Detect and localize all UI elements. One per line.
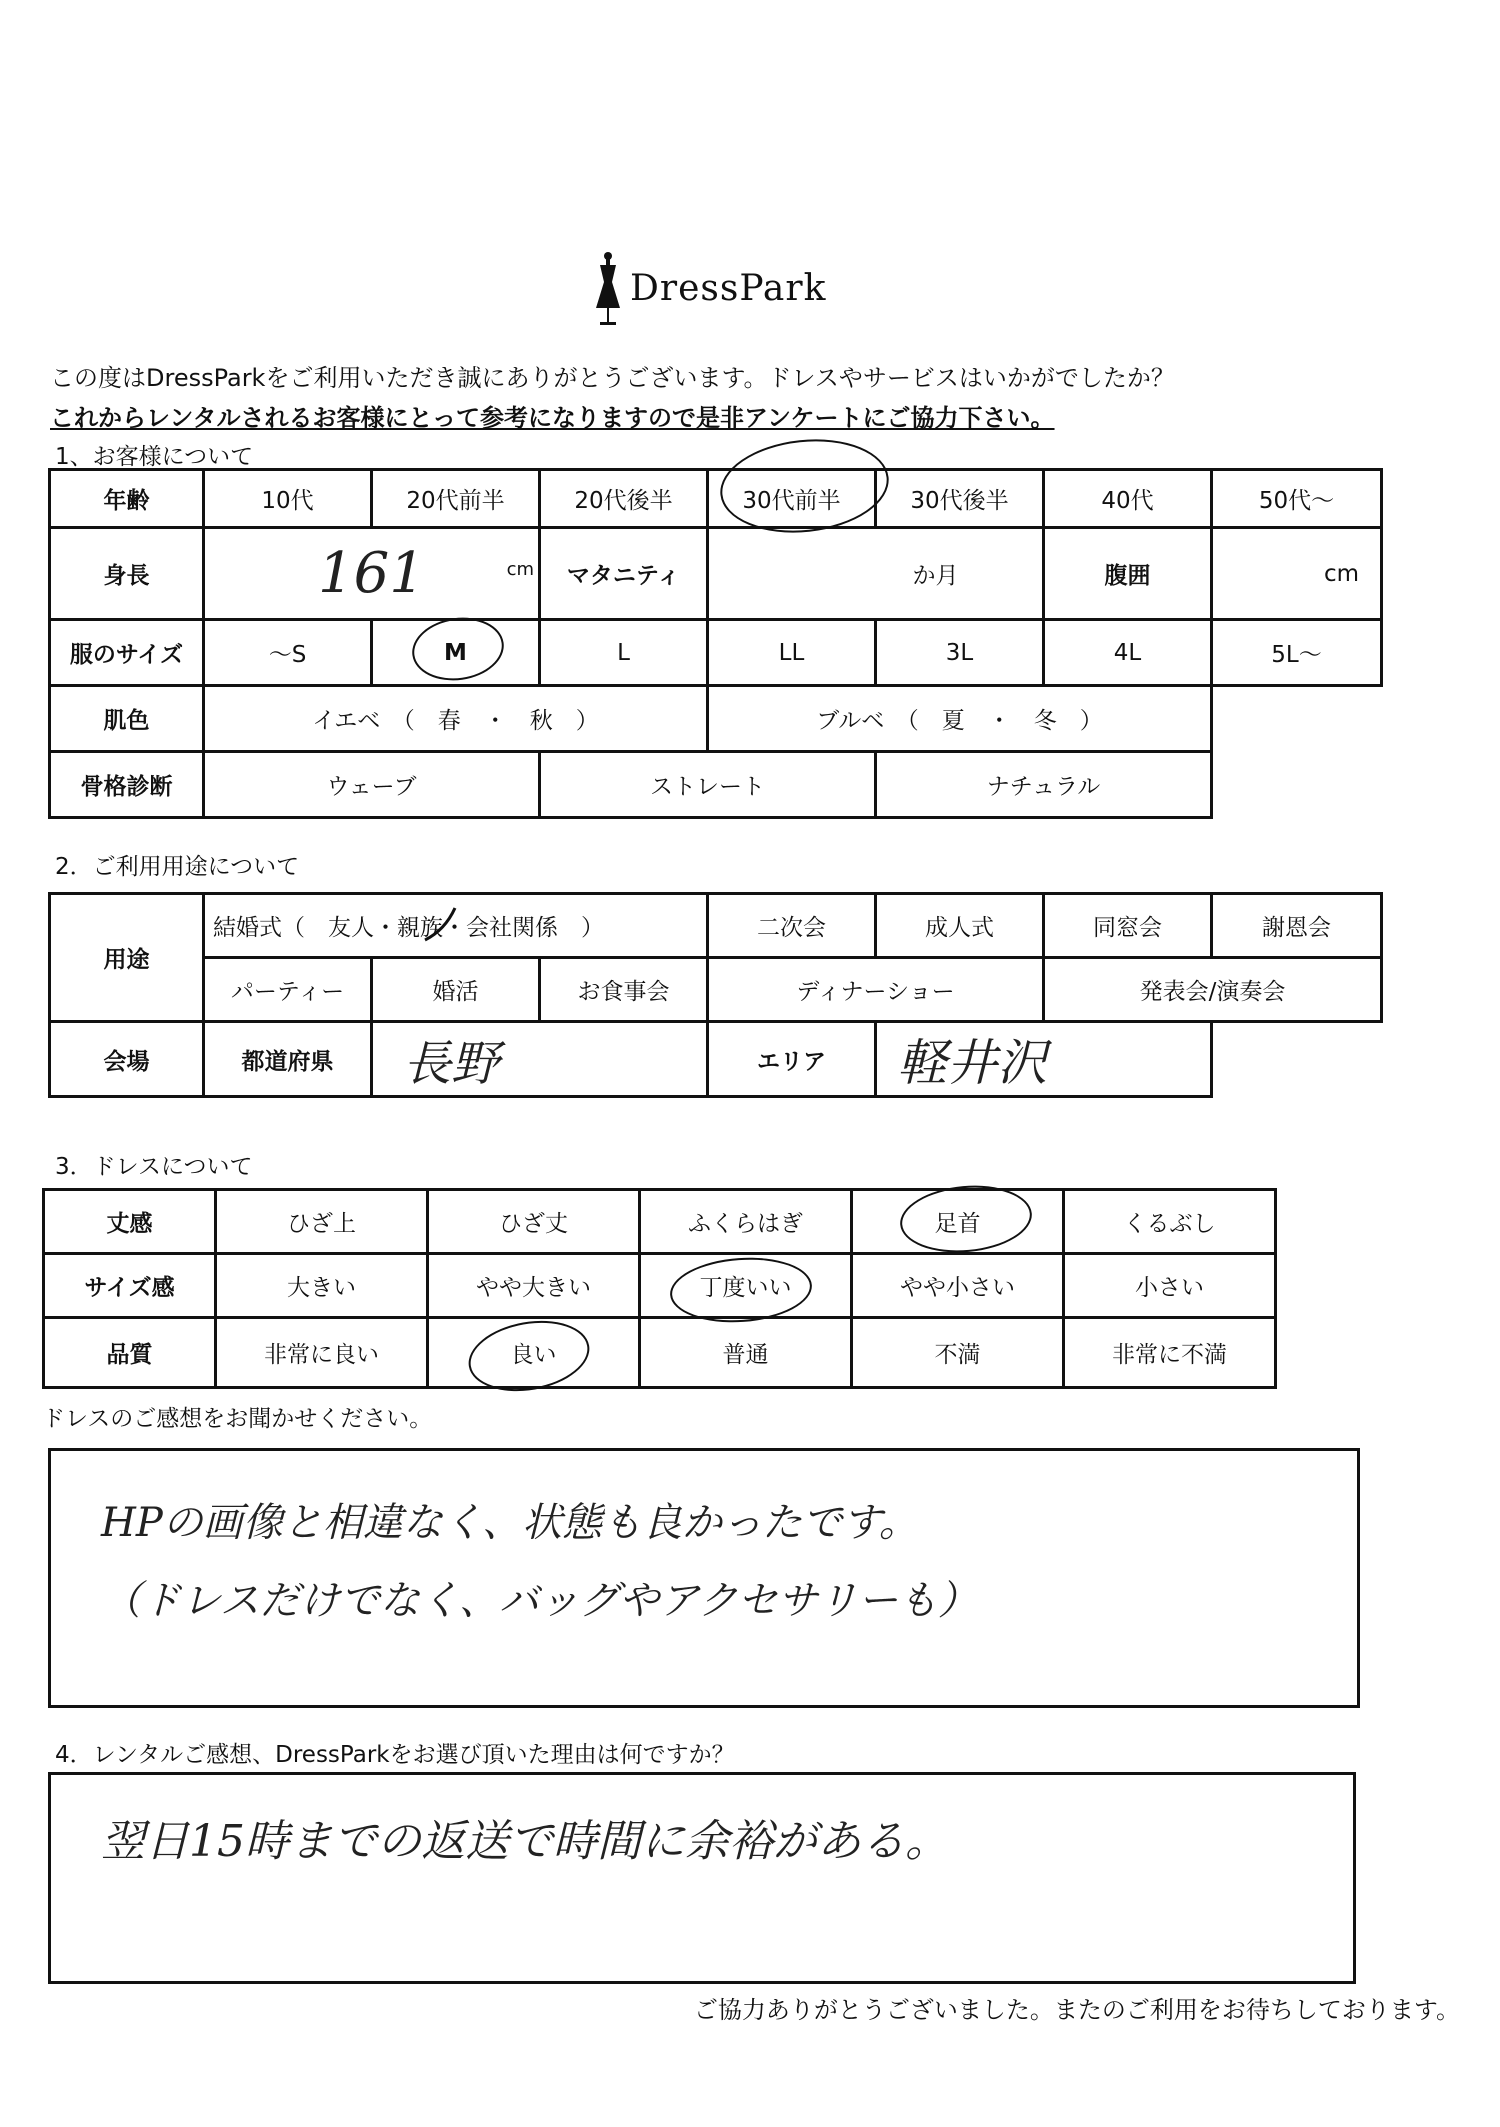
area-field [876, 1022, 1212, 1097]
quality-option: 不満 [852, 1318, 1064, 1388]
use-option: 同窓会 [1044, 894, 1212, 958]
age-option: 40代 [1044, 470, 1212, 528]
dress-comment-line-2: （ドレスだけでなく、バッグやアクセサリーも） [101, 1578, 978, 1624]
fit-option: やや大きい [428, 1254, 640, 1318]
dress-comment-line-1: HPの画像と相違なく、状態も良かったです。 [101, 1500, 919, 1546]
frame-option: ウェーブ [204, 752, 540, 818]
age-option: 10代 [204, 470, 372, 528]
fit-option-selected: 丁度いい [640, 1254, 852, 1318]
waist-label: 腹囲 [1044, 528, 1212, 620]
fit-option: 大きい [216, 1254, 428, 1318]
quality-option: 非常に良い [216, 1318, 428, 1388]
prefecture-field [372, 1022, 708, 1097]
fit-option: 小さい [1064, 1254, 1276, 1318]
skin-label: 肌色 [50, 686, 204, 752]
dress-comment-prompt: ドレスのご感想をお聞かせください。 [42, 1406, 433, 1432]
quality-option: 普通 [640, 1318, 852, 1388]
section-4-title: 4．レンタルご感想、DressParkをお選び頂いた理由は何ですか？ [55, 1742, 735, 1768]
maternity-label: マタニティ [540, 528, 708, 620]
age-option: 20代後半 [540, 470, 708, 528]
fit-label: サイズ感 [44, 1254, 216, 1318]
use-label: 用途 [50, 894, 204, 1022]
section-3-title: 3．ドレスについて [55, 1154, 253, 1180]
age-label: 年齢 [50, 470, 204, 528]
section-1-title: 1、お客様について [55, 444, 254, 470]
age-option: 30代後半 [876, 470, 1044, 528]
intro-line-1: この度はDressParkをご利用いただき誠にありがとうございます。ドレスやサービスはいかがでしたか？ [50, 364, 1175, 392]
brand-name: DressPark [630, 268, 827, 309]
height-label: 身長 [50, 528, 204, 620]
dress-comment-box [48, 1448, 1360, 1708]
length-option: ひざ丈 [428, 1190, 640, 1254]
selection-check-mark [420, 900, 480, 950]
size-label: 服のサイズ [50, 620, 204, 686]
length-option: ふくらはぎ [640, 1190, 852, 1254]
waist-field [1212, 528, 1382, 620]
dress-table [42, 1188, 1277, 1389]
height-field [204, 528, 540, 620]
area-value: 軽井沢 [897, 1034, 1047, 1092]
age-option: 50代〜 [1212, 470, 1382, 528]
brand-logo [590, 250, 890, 330]
size-option: 5L〜 [1212, 620, 1382, 686]
dress-mannequin-icon [590, 250, 626, 330]
skin-option-blue: ブルベ （ 夏 ・ 冬 ） [708, 686, 1212, 752]
use-option: 発表会/演奏会 [1044, 958, 1382, 1022]
height-unit: cm [506, 559, 534, 580]
size-option: LL [708, 620, 876, 686]
intro-line-2: これからレンタルされるお客様にとって参考になりますので是非アンケートにご協力下さい。 [50, 404, 1055, 432]
age-option: 20代前半 [372, 470, 540, 528]
frame-option: ナチュラル [876, 752, 1212, 818]
quality-label: 品質 [44, 1318, 216, 1388]
length-option-selected: 足首 [852, 1190, 1064, 1254]
prefecture-value: 長野 [403, 1035, 500, 1092]
use-wedding: 結婚式（ 友人・親族・会社関係 ） [204, 894, 708, 958]
use-option: 謝恩会 [1212, 894, 1382, 958]
use-option: 成人式 [876, 894, 1044, 958]
quality-option-selected: 良い [428, 1318, 640, 1388]
maternity-unit: か月 [912, 563, 959, 589]
usage-table [48, 892, 1383, 1098]
length-option: ひざ上 [216, 1190, 428, 1254]
reason-box [48, 1772, 1356, 1984]
use-option: ディナーショー [708, 958, 1044, 1022]
age-option-selected: 30代前半 [708, 470, 876, 528]
area-label: エリア [708, 1022, 876, 1097]
frame-option: ストレート [540, 752, 876, 818]
use-option: お食事会 [540, 958, 708, 1022]
reason-answer: 翌日15時までの返送で時間に余裕がある。 [101, 1816, 949, 1867]
length-option: くるぶし [1064, 1190, 1276, 1254]
section-2-title: 2．ご利用用途について [55, 854, 300, 880]
venue-label: 会場 [50, 1022, 204, 1097]
size-option: 4L [1044, 620, 1212, 686]
customer-table [48, 468, 1383, 819]
size-option-selected: M [372, 620, 540, 686]
use-option: 二次会 [708, 894, 876, 958]
footer-thanks: ご協力ありがとうございました。またのご利用をお待ちしております。 [693, 1996, 1460, 2024]
use-option: パーティー [204, 958, 372, 1022]
maternity-field [708, 528, 1044, 620]
length-label: 丈感 [44, 1190, 216, 1254]
frame-label: 骨格診断 [50, 752, 204, 818]
size-option: L [540, 620, 708, 686]
waist-unit: cm [1323, 560, 1360, 587]
fit-option: やや小さい [852, 1254, 1064, 1318]
skin-option-yellow: イエベ （ 春 ・ 秋 ） [204, 686, 708, 752]
quality-option: 非常に不満 [1064, 1318, 1276, 1388]
height-value: 161 [318, 541, 425, 606]
size-option: 〜S [204, 620, 372, 686]
size-option: 3L [876, 620, 1044, 686]
use-option: 婚活 [372, 958, 540, 1022]
prefecture-label: 都道府県 [204, 1022, 372, 1097]
